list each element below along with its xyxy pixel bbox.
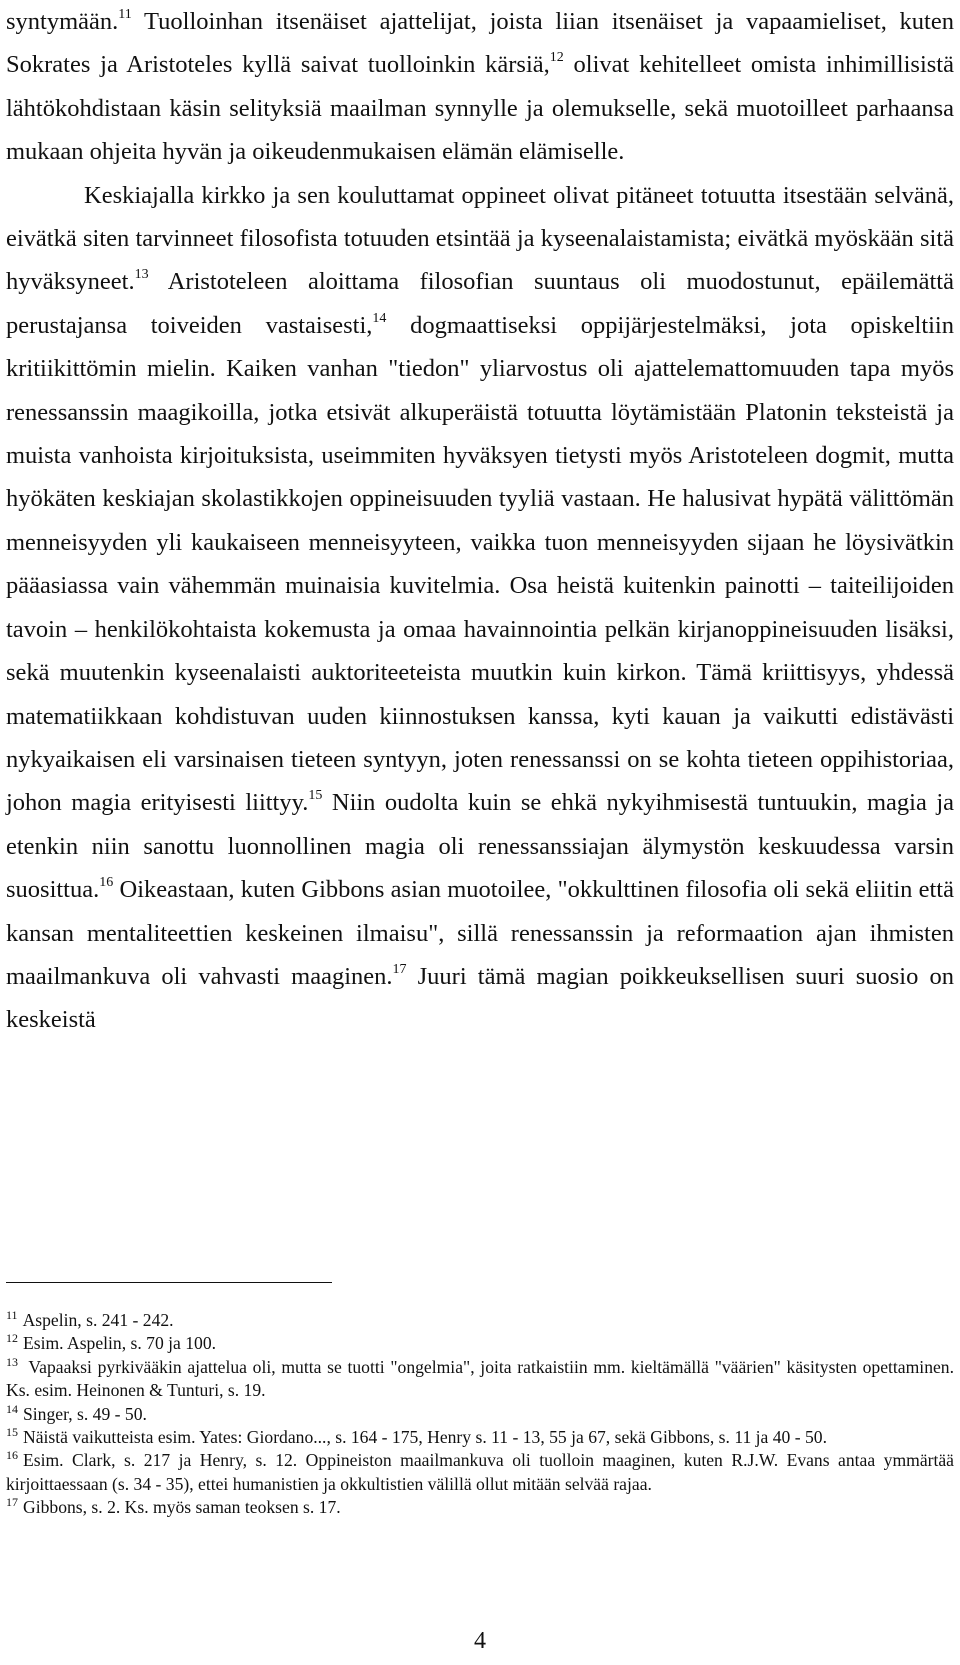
footnote-text: Esim. Clark, s. 217 ja Henry, s. 12. Oppineiston maailmankuva oli tuolloin maaginen, kuten R.J.W. Evans antaa ymmärtää kirjoittaessaan (s. 34 - 35), ettei humanistien ja okkultistien välillä ollut mitään selvää rajaa. [6, 1450, 954, 1494]
footnotes [6, 1309, 954, 1520]
paragraph-text: Keskiajalla kirkko ja sen kouluttamat oppineet olivat pitäneet totuutta itsestään selvänä, eivätkä siten tarvinneet filosofista totuuden etsintää ja kyseenalaistamista; eivätkä myöskään sitä hyväksyneet. [6, 181, 954, 296]
footnote-number: 13 [6, 1354, 18, 1369]
page-number: 4 [474, 1628, 486, 1654]
paragraph-text: Oikeastaan, kuten Gibbons asian muotoilee, "okkulttinen filosofia oli sekä eliitin että kansan mentaliteettien keskeinen ilmaisu", sillä renessanssin ja reformaation ajan ihmisten maailmankuva oli vahvasti maaginen. [6, 876, 954, 990]
footnote-text: Aspelin, s. 241 - 242. [22, 1310, 174, 1330]
footnote-text: Gibbons, s. 2. Ks. myös saman teoksen s. 17. [23, 1497, 341, 1518]
paragraph-text: dogmaattiseksi oppijärjestelmäksi, jota opiskeltiin kritiikittömin mielin. Kaiken vanhan "tiedon" yliarvostus oli ajattelemattomuuden tapa myös renessanssin maagikoilla, jotka etsivät alkuperäistä totuutta löytämistään Platonin teksteistä ja muista vanhoista kirjoituksista, useimmiten hyväksyen tietysti myös Aristoteleen dogmit, mutta hyökäten keskiajan skolastikkojen oppineisuuden tyyliä vastaan. He halusivat hypätä välittömän menneisyyden yli kaukaiseen menneisyyteen, vaikka tuon menneisyyden sijaan he löysivätkin pääasiassa vain vähemmän muinaisia kuvitelmia. Osa heistä kuitenkin painotti – taiteilijoiden tavoin – henkilökohtaista kokemusta ja omaa havainnointia pelkän kirjanoppineisuuden lisäksi, sekä muutenkin kyseenalaisti auktoriteeteista muutkin kuin kirkon. Tämä kriittisyys, yhdessä matematiikkaan kohdistuvan uuden kiinnostuksen kanssa, kyti kauan ja vaikutti edistävästi nykyaikaisen eli varsinaisen tieteen syntyyn, joten renessanssi on se kohta tieteen oppihistoriaa, johon magia erityisesti liittyy. [6, 311, 954, 817]
paragraph-text: olivat kehitelleet omista inhimillisistä lähtökohdistaan käsin selityksiä maailman synnylle ja olemukselle, sekä muotoilleet parhaansa mukaan ohjeita hyvän ja oikeudenmukaisen elämän elämiselle. [6, 51, 954, 166]
paragraph-1 [6, 0, 954, 174]
footnote-16 [6, 1449, 954, 1496]
footnote-ref-13[interactable]: 13 [134, 267, 149, 283]
footnote-text: Esim. Aspelin, s. 70 ja 100. [23, 1333, 217, 1354]
footnote-14 [6, 1403, 954, 1426]
paragraph-text: Niin oudolta kuin se ehkä nykyihmisestä tuntuukin, magia ja etenkin niin sanottu luonnollinen magia oli renessanssiajan älymystön keskuudessa varsin suosittua. [6, 789, 954, 904]
paragraph-text: Juuri tämä magian poikkeuksellisen suuri suosio on keskeistä [6, 962, 954, 1034]
footnote-text: Singer, s. 49 - 50. [23, 1403, 147, 1424]
paragraph-text: syntymään. [6, 8, 119, 35]
footnote-number: 17 [6, 1495, 18, 1510]
footnote-number: 12 [6, 1331, 18, 1346]
footnote-ref-14[interactable]: 14 [372, 310, 387, 326]
footnote-15 [6, 1426, 954, 1449]
footnote-ref-17[interactable]: 17 [392, 961, 407, 977]
footnote-number: 11 [6, 1308, 18, 1322]
footnote-ref-12[interactable]: 12 [549, 50, 564, 66]
footnote-12 [6, 1332, 954, 1355]
footnote-11 [6, 1309, 954, 1332]
footnote-17 [6, 1496, 954, 1519]
footnote-number: 15 [6, 1425, 18, 1440]
footnote-text: Vapaaksi pyrkivääkin ajattelua oli, mutta se tuotti "ongelmia", joita ratkaistiin mm. kieltämällä "väärien" käsitysten opettaminen. Ks. esim. Heinonen & Tunturi, s. 19. [6, 1356, 954, 1401]
body-text [6, 0, 954, 1042]
footnote-number: 16 [6, 1448, 18, 1463]
paragraph-text: Aristoteleen aloittama filosofian suuntaus oli muodostunut, epäilemättä perustajansa toiveiden vastaisesti, [6, 268, 954, 339]
footnote-separator [6, 1282, 332, 1283]
footnote-number: 14 [6, 1401, 18, 1416]
footnote-ref-15[interactable]: 15 [308, 788, 323, 804]
footnote-13 [6, 1356, 954, 1403]
footnote-text: Näistä vaikutteista esim. Yates: Giordano..., s. 164 - 175, Henry s. 11 - 13, 55 ja 67, sekä Gibbons, s. 11 ja 40 - 50. [23, 1427, 828, 1448]
paragraph-2 [6, 174, 954, 1042]
footnote-ref-16[interactable]: 16 [99, 875, 114, 891]
footnote-ref-11[interactable]: 11 [118, 7, 132, 22]
paragraph-text: Tuolloinhan itsenäiset ajattelijat, joista liian itsenäiset ja vapaamieliset, kuten Sokrates ja Aristoteles kyllä saivat tuolloinkin kärsiä, [6, 8, 954, 79]
